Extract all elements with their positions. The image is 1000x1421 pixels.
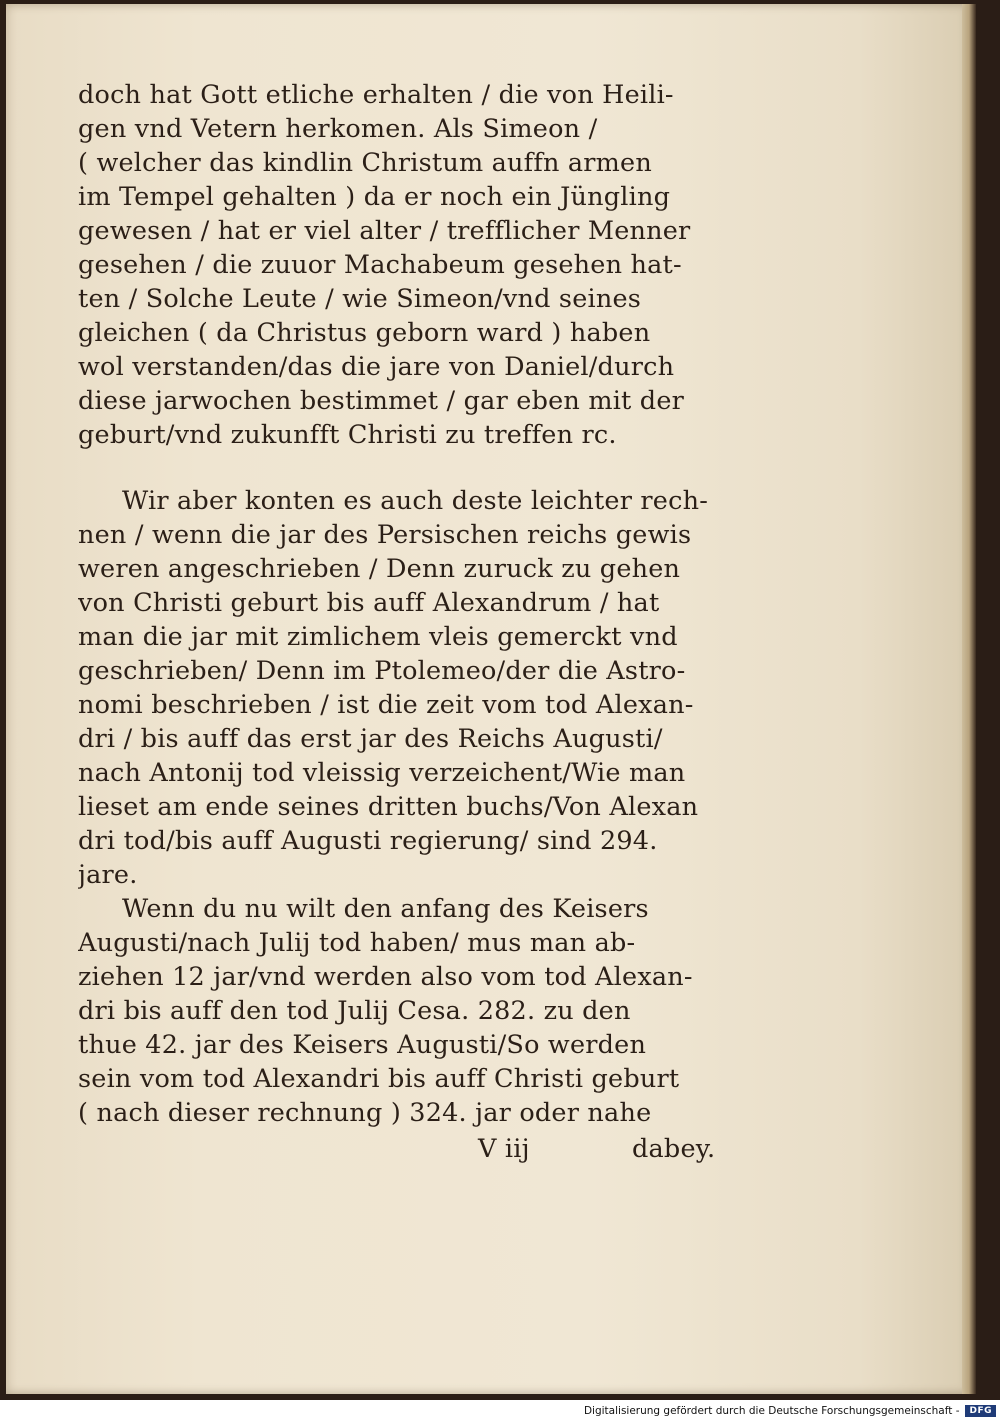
text-line: thue 42. jar des Keisers Augusti/So werden xyxy=(78,1030,647,1060)
text-line: Augusti/nach Julij tod haben/ mus man ab- xyxy=(78,928,636,958)
text-line: nomi beschrieben / ist die zeit vom tod Alexan- xyxy=(78,690,694,720)
text-line: nen / wenn die jar des Persischen reichs gewis xyxy=(78,520,692,550)
text-line: nach Antonij tod vleissig verzeichent/Wie man xyxy=(78,758,686,788)
text-line: im Tempel gehalten ) da er noch ein Jüngling xyxy=(78,182,671,212)
signature-mark: V iij xyxy=(478,1134,530,1164)
text-line: weren angeschrieben / Denn zuruck zu gehen xyxy=(78,554,681,584)
catchword: dabey. xyxy=(632,1134,716,1164)
text-line: diese jarwochen bestimmet / gar eben mit der xyxy=(78,386,685,416)
page-footer-line xyxy=(78,1132,758,1166)
text-line: gesehen / die zuuor Machabeum gesehen hat- xyxy=(78,250,682,280)
text-line: lieset am ende seines dritten buchs/Von Alexan xyxy=(78,792,699,822)
text-line: Wenn du nu wilt den anfang des Keisers xyxy=(122,894,649,924)
text-line: gewesen / hat er viel alter / trefflicher Menner xyxy=(78,216,691,246)
text-line: geburt/vnd zukunfft Christi zu treffen rc. xyxy=(78,420,617,450)
text-line: gleichen ( da Christus geborn ward ) haben xyxy=(78,318,651,348)
text-line: geschrieben/ Denn im Ptolemeo/der die Astro- xyxy=(78,656,686,686)
text-line: ten / Solche Leute / wie Simeon/vnd seines xyxy=(78,284,642,314)
text-line: von Christi geburt bis auff Alexandrum / hat xyxy=(78,588,660,618)
text-line: dri / bis auff das erst jar des Reichs Augusti/ xyxy=(78,724,663,754)
paragraph-gap xyxy=(78,452,758,484)
text-line: Wir aber konten es auch deste leichter rech- xyxy=(122,486,709,516)
text-line: dri tod/bis auff Augusti regierung/ sind 294. xyxy=(78,826,658,856)
dfg-logo-icon: DFG xyxy=(965,1405,996,1417)
page-text xyxy=(78,78,758,1166)
text-line: ( nach dieser rechnung ) 324. jar oder nahe xyxy=(78,1098,652,1128)
credit-text: Digitalisierung gefördert durch die Deutsche Forschungsgemeinschaft - xyxy=(583,1404,960,1417)
text-line: ( welcher das kindlin Christum auffn armen xyxy=(78,148,652,178)
text-line: doch hat Gott etliche erhalten / die von Heili- xyxy=(78,80,674,110)
page-edge xyxy=(962,4,976,1394)
text-line: gen vnd Vetern herkomen. Als Simeon / xyxy=(78,114,598,144)
digitization-credit-bar xyxy=(0,1400,1000,1421)
text-line: dri bis auff den tod Julij Cesa. 282. zu den xyxy=(78,996,631,1026)
text-line: man die jar mit zimlichem vleis gemerckt vnd xyxy=(78,622,678,652)
text-line: ziehen 12 jar/vnd werden also vom tod Alexan- xyxy=(78,962,693,992)
text-line: sein vom tod Alexandri bis auff Christi geburt xyxy=(78,1064,680,1094)
text-line: wol verstanden/das die jare von Daniel/durch xyxy=(78,352,675,382)
text-line: jare. xyxy=(78,860,138,890)
